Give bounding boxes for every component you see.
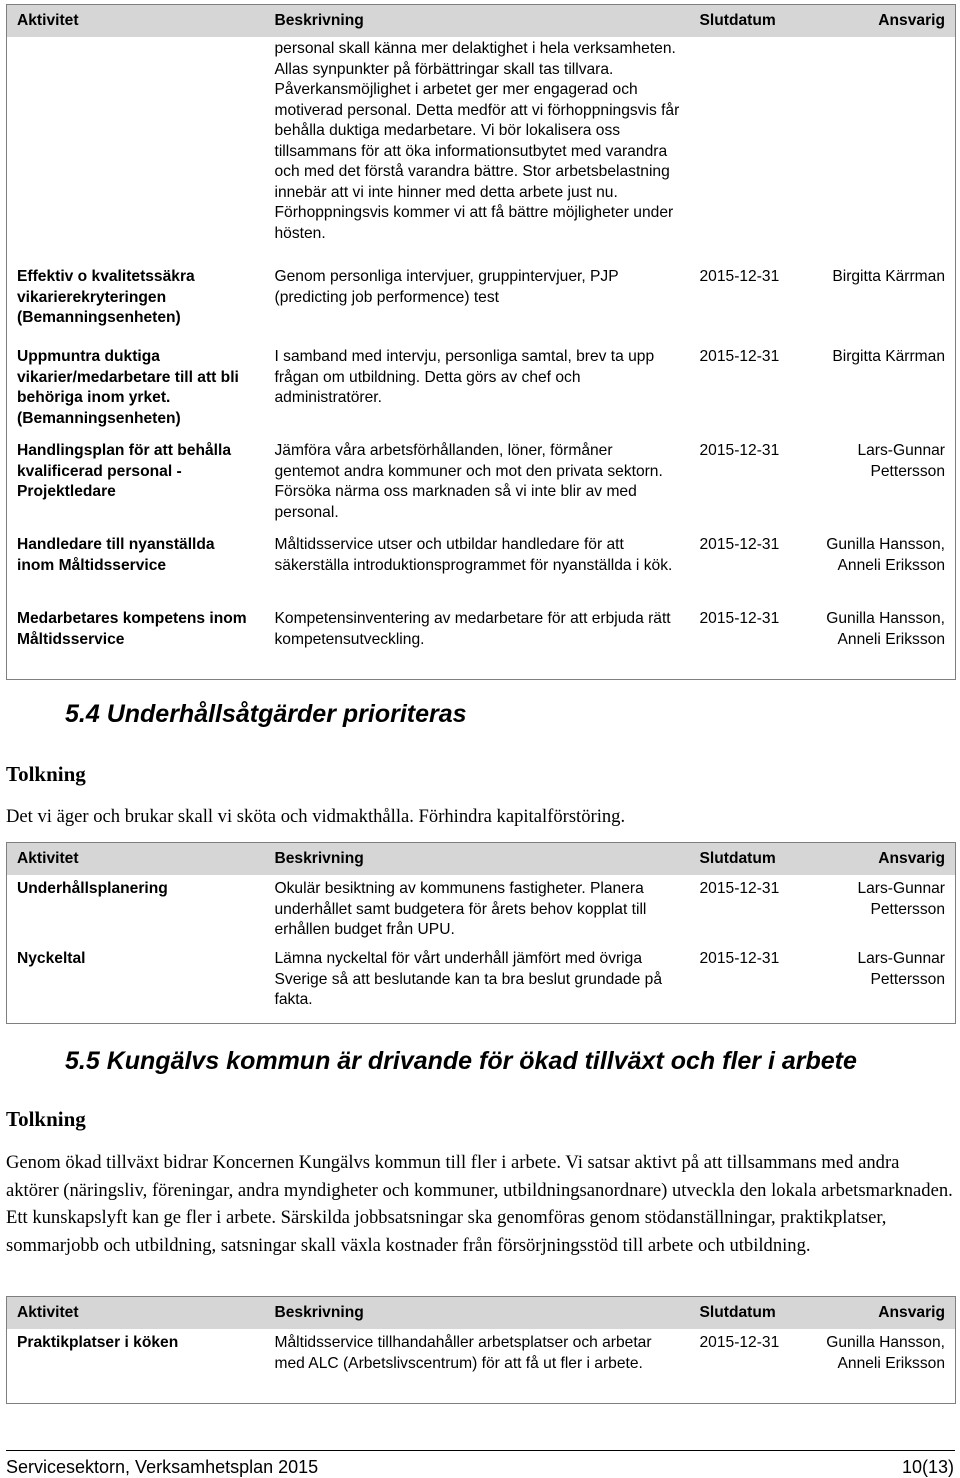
cell-date: 2015-12-31 [699,442,780,459]
cell-activity: Uppmuntra duktiga vikarier/medarbetare till att bli behöriga inom yrket. (Bemanningsenheten) [17,348,239,427]
cell-date: 2015-12-31 [699,610,780,627]
cell-description: Måltidsservice tillhandahåller arbetsplatser och arbetar med ALC (Arbetslivscentrum) för att få ut fler i arbete. [274,1334,652,1372]
header-beskrivning: Beskrivning [265,5,690,38]
header-ansvarig: Ansvarig [803,5,956,38]
cell-activity: Handlingsplan för att behålla kvalificerad personal - Projektledare [17,442,232,500]
header-beskrivning: Beskrivning [265,843,690,876]
cell-date: 2015-12-31 [699,950,780,967]
header-slutdatum: Slutdatum [690,5,803,38]
cell-responsible: Birgitta Kärrman [832,268,945,285]
cell-description: Genom personliga intervjuer, gruppintervjuer, PJP (predicting job performence) test [274,268,619,306]
footer-title: Servicesektorn, Verksamhetsplan 2015 [6,1457,319,1477]
cell-activity: Underhållsplanering [17,880,168,897]
cell-responsible: Birgitta Kärrman [832,348,945,365]
table-row [7,267,956,347]
table-row [7,535,956,609]
section-5-5-text: Genom ökad tillväxt bidrar Koncernen Kungälvs kommun till fler i arbete. Vi satsar aktivt på att tillsammans med andra aktörer (näringsliv, föreningar, andra myndigheter och kommuner, utbildningsanordnare) utveckla den lokala arbetsmarknaden. Ett kunskapslyft kan ge fler i arbete. Särskilda jobbsatsningar ska genomföras genom stödanställningar, praktikplatser, sommarjobb och utbildning, satsningar skall växla kostnader från försörjningsstöd till arbete och utbildning. [6,1152,953,1256]
cell-date: 2015-12-31 [699,1334,780,1351]
table-header-row [7,1297,956,1330]
cell-responsible: Lars-Gunnar Pettersson [857,950,945,988]
table-row [7,37,956,267]
cell-date: 2015-12-31 [699,880,780,897]
table-maintenance [6,842,956,1024]
cell-activity: Medarbetares kompetens inom Måltidsservice [17,610,247,648]
section-5-4-text: Det vi äger och brukar skall vi sköta och vidmakthålla. Förhindra kapitalförstöring. [6,806,626,827]
header-aktivitet: Aktivitet [7,843,265,876]
section-heading-5-5: 5.5 Kungälvs kommun är drivande för ökad tillväxt och fler i arbete [65,1047,857,1075]
cell-description: Kompetensinventering av medarbetare för att erbjuda rätt kompetensutveckling. [274,610,671,648]
table-row [7,441,956,535]
table-header-row [7,843,956,876]
cell-activity: Effektiv o kvalitetssäkra vikarierekryteringen (Bemanningsenheten) [17,268,195,326]
header-slutdatum: Slutdatum [690,843,803,876]
table-row [7,1329,956,1403]
cell-responsible: Lars-Gunnar Pettersson [857,880,945,918]
cell-description: Jämföra våra arbetsförhållanden, löner, förmåner gentemot andra kommuner och mot den privata sektorn. Försöka närma oss marknaden så vi inte blir av med personal. [274,442,663,521]
table-growth [6,1296,956,1404]
section-heading-5-4: 5.4 Underhållsåtgärder prioriteras [65,700,467,728]
cell-date: 2015-12-31 [699,268,780,285]
cell-date: 2015-12-31 [699,536,780,553]
cell-description: Okulär besiktning av kommunens fastigheter. Planera underhållet samt budgetera för årets behov kopplat till erhållen budget från UPU. [274,880,647,938]
cell-responsible: Lars-Gunnar Pettersson [857,442,945,480]
table-row [7,609,956,679]
header-aktivitet: Aktivitet [7,1297,265,1330]
header-aktivitet: Aktivitet [7,5,265,38]
cell-description: Lämna nyckeltal för vårt underhåll jämfört med övriga Sverige så att beslutande kan ta bra beslut grundade på fakta. [274,950,663,1008]
cell-activity: Nyckeltal [17,950,86,967]
header-beskrivning: Beskrivning [265,1297,690,1330]
table-header-row [7,5,956,38]
cell-responsible: Gunilla Hansson, Anneli Eriksson [826,610,945,648]
footer-divider [6,1450,955,1451]
cell-responsible: Gunilla Hansson, Anneli Eriksson [826,536,945,574]
cell-date: 2015-12-31 [699,348,780,365]
cell-activity: Praktikplatser i köken [17,1334,179,1351]
table-row [7,949,956,1023]
table-row [7,875,956,949]
table-personnel [6,4,956,680]
subheading-tolkning: Tolkning [6,1107,86,1131]
cell-description: Måltidsservice utser och utbildar handledare för att säkerställa introduktionsprogrammet för nyanställda i kök. [274,536,673,574]
subheading-tolkning: Tolkning [6,762,86,786]
header-ansvarig: Ansvarig [803,1297,956,1330]
header-slutdatum: Slutdatum [690,1297,803,1330]
page-number: 10(13) [901,1457,954,1477]
cell-description: I samband med intervju, personliga samtal, brev ta upp frågan om utbildning. Detta görs av chef och administratörer. [274,348,655,406]
cell-responsible: Gunilla Hansson, Anneli Eriksson [826,1334,945,1372]
cell-activity: Handledare till nyanställda inom Måltidsservice [17,536,215,574]
continuation-text: personal skall känna mer delaktighet i hela verksamheten. Allas synpunkter på förbättringar skall tas tillvara. Påverkansmöjlighet i arbetet ger mer engagerad och motiverad personal. Detta medför att vi förhoppningsvis får behålla duktiga medarbetare. Vi bör lokalisera oss tillsammans för att öka informationsutbytet med varandra och med det förstå varandra bättre. Stor arbetsbelastning innebär att vi inte hinner med detta arbete just nu. Förhoppningsvis kommer vi att få bättre möjligheter under hösten. [274,40,680,242]
table-row [7,347,956,441]
header-ansvarig: Ansvarig [803,843,956,876]
